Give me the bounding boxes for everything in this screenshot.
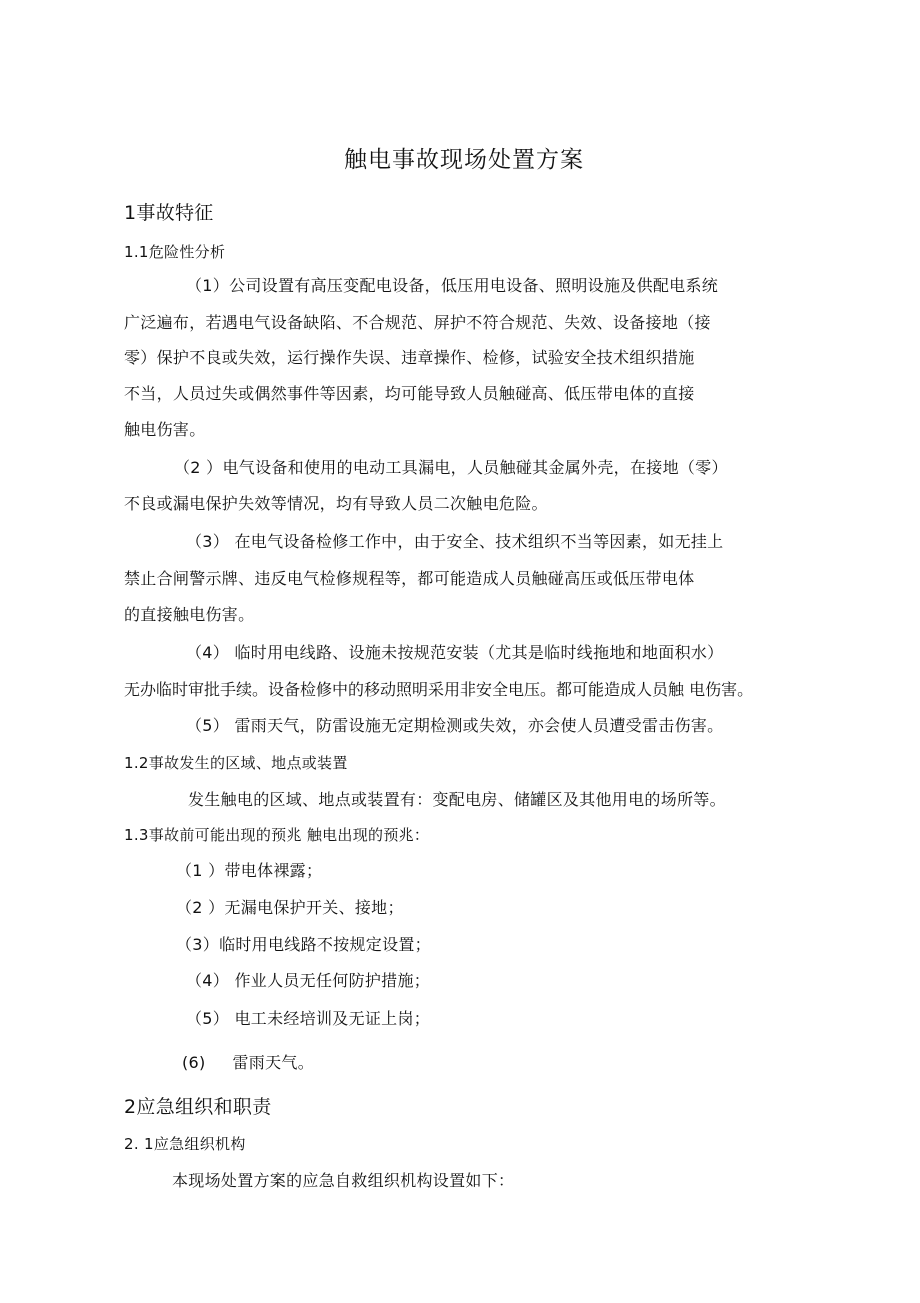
section-heading-2: 2应急组织和职责 [124, 1096, 272, 1118]
list-item: （5） 电工未经培训及无证上岗； [186, 1009, 431, 1028]
paragraph-line: （5） 雷雨天气，防雷设施无定期检测或失效，亦会使人员遭受雷击伤害。 [186, 716, 724, 735]
paragraph-line: （1）公司设置有高压变配电设备，低压用电设备、照明设施及供配电系统 [186, 276, 719, 295]
paragraph-line: 无办临时审批手续。设备检修中的移动照明采用非安全电压。都可能造成人员触 电伤害。 [124, 680, 754, 699]
list-item: （1 ）带电体裸露； [176, 861, 323, 880]
paragraph-line: 的直接触电伤害。 [124, 605, 255, 624]
paragraph-line: 发生触电的区域、地点或装置有：变配电房、储罐区及其他用电的场所等。 [188, 790, 726, 809]
subsection-heading-1-1: 1.1危险性分析 [124, 243, 226, 261]
paragraph-line: 禁止合闸警示牌、违反电气检修规程等，都可能造成人员触碰高压或低压带电体 [124, 569, 695, 588]
paragraph-line: 不当，人员过失或偶然事件等因素，均可能导致人员触碰高、低压带电体的直接 [124, 384, 695, 403]
paragraph-line: 广泛遍布，若遇电气设备缺陷、不合规范、屏护不符合规范、失效、设备接地（接 [124, 313, 711, 332]
page-title: 触电事故现场处置方案 [344, 147, 584, 173]
paragraph-line: （3） 在电气设备检修工作中，由于安全、技术组织不当等因素，如无挂上 [186, 532, 724, 551]
paragraph-line: 触电伤害。 [124, 420, 206, 439]
paragraph-line: 本现场处置方案的应急自救组织机构设置如下： [172, 1171, 515, 1190]
paragraph-line: （2 ）电气设备和使用的电动工具漏电，人员触碰其金属外壳，在接地（零） [174, 458, 728, 477]
paragraph-line: 不良或漏电保护失效等情况，均有导致人员二次触电危险。 [124, 494, 548, 513]
section-heading-1: 1事故特征 [124, 202, 214, 224]
subsection-heading-1-3: 1.3事故前可能出现的预兆 触电出现的预兆： [124, 826, 430, 844]
subsection-heading-2-1: 2. 1应急组织机构 [124, 1135, 246, 1153]
paragraph-line: （4） 临时用电线路、设施未按规范安装（尤其是临时线拖地和地面积水） [186, 643, 724, 662]
paragraph-line: 零）保护不良或失效，运行操作失误、违章操作、检修，试验安全技术组织措施 [124, 348, 695, 367]
list-item: (6) 雷雨天气。 [182, 1053, 314, 1072]
list-item: （2 ）无漏电保护开关、接地； [176, 898, 404, 917]
subsection-heading-1-2: 1.2事故发生的区域、地点或装置 [124, 754, 348, 772]
list-item: （4） 作业人员无任何防护措施； [186, 971, 431, 990]
list-item: （3）临时用电线路不按规定设置； [176, 935, 431, 954]
